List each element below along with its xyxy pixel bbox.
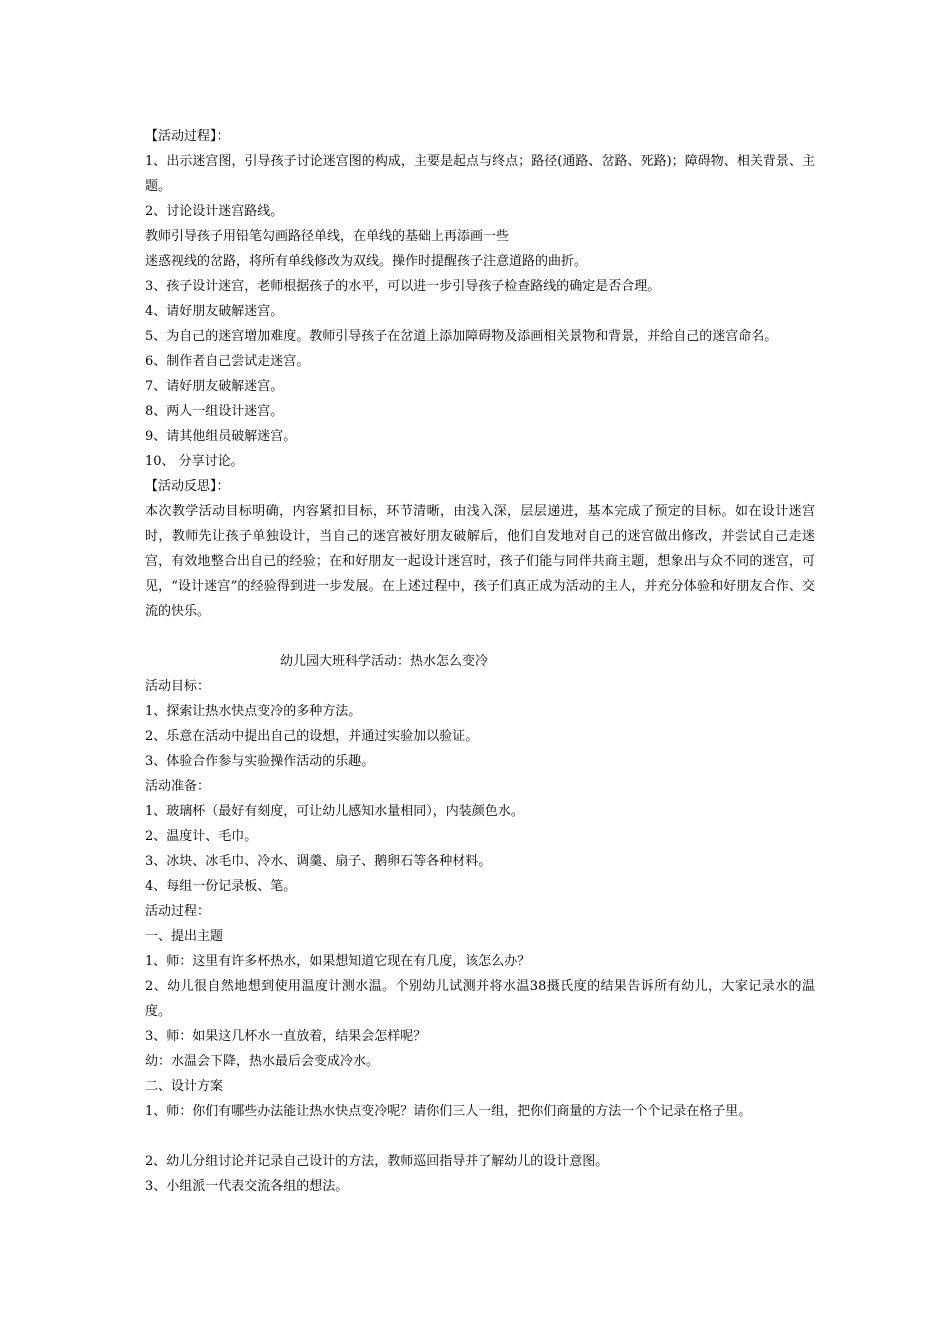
part2-item: 1、师：你们有哪些办法能让热水快点变冷呢？请你们三人一组，把你们商量的方法一个个记录在格子里。 (145, 1104, 752, 1119)
process-step-6: 6、制作者自己尝试走迷宫。 (145, 354, 310, 369)
activity-process-heading: 活动过程： (145, 904, 211, 919)
goal-item: 2、乐意在活动中提出自己的设想，并通过实验加以验证。 (145, 729, 479, 744)
prep-item: 2、温度计、毛巾。 (145, 829, 258, 844)
process-step-2-detail-a: 教师引导孩子用铅笔勾画路径单线，在单线的基础上再添画一些 (145, 229, 510, 244)
part1-item: 3、师：如果这几杯水一直放着，结果会怎样呢？ (145, 1029, 427, 1044)
process-step-7: 7、请好朋友破解迷宫。 (145, 379, 284, 394)
process-step-3: 3、孩子设计迷宫，老师根据孩子的水平，可以进一步引导孩子检查路线的确定是否合理。 (145, 279, 661, 294)
reflection-body: 本次教学活动目标明确，内容紧扣目标，环节清晰，由浅入深，层层递进，基本完成了预定的目标。如在设计迷宫时，教师先让孩子单独设计，当自己的迷宫被好朋友破解后，他们自发地对自己的迷宫做出修改，并尝试自己走迷宫，有效地整合出自己的经验；在和好朋友一起设计迷宫时，孩子们能与同伴共商主题，想象出与众不同的迷宫，可见，“设计迷宫”的经验得到进一步发展。在上述过程中，孩子们真正成为活动的主人，并充分体验和好朋友合作、交流的快乐。 (145, 504, 815, 619)
article-title: 幼儿园大班科学活动：热水怎么变冷 (280, 654, 489, 669)
prep-heading: 活动准备： (145, 779, 211, 794)
part1-item: 2、幼儿很自然地想到使用温度计测水温。个别幼儿试测并将水温38摄氏度的结果告诉所有幼儿，大家记录水的温度。 (145, 979, 815, 1019)
process-step-2: 2、讨论设计迷宫路线。 (145, 204, 284, 219)
document-page (145, 124, 815, 1199)
process-step-8: 8、两人一组设计迷宫。 (145, 404, 284, 419)
process-step-9: 9、请其他组员破解迷宫。 (145, 429, 297, 444)
section-gap (145, 624, 815, 649)
part1-item: 幼：水温会下降，热水最后会变成冷水。 (145, 1054, 380, 1069)
reflection-heading: 【活动反思】： (145, 479, 230, 494)
goal-item: 1、探索让热水快点变冷的多种方法。 (145, 704, 362, 719)
part2-item: 2、幼儿分组讨论并记录自己设计的方法，教师巡回指导并了解幼儿的设计意图。 (145, 1154, 609, 1169)
prep-item: 4、每组一份记录板、笔。 (145, 879, 297, 894)
part2-item: 3、小组派一代表交流各组的想法。 (145, 1179, 349, 1194)
process-step-2-detail-b: 迷惑视线的岔路，将所有单线修改为双线。操作时提醒孩子注意道路的曲折。 (145, 254, 588, 269)
paragraph-gap (145, 1124, 815, 1149)
part2-heading: 二、设计方案 (145, 1079, 224, 1094)
part1-heading: 一、提出主题 (145, 929, 224, 944)
process-step-10: 10、 分享讨论。 (145, 454, 244, 469)
goal-item: 3、体验合作参与实验操作活动的乐趣。 (145, 754, 375, 769)
prep-item: 1、玻璃杯（最好有刻度，可让幼儿感知水量相同），内装颜色水。 (145, 804, 524, 819)
process-heading: 【活动过程】： (145, 129, 230, 144)
prep-item: 3、冰块、冰毛巾、冷水、调羹、扇子、鹅卵石等各种材料。 (145, 854, 492, 869)
part1-item: 1、师：这里有许多杯热水，如果想知道它现在有几度，该怎么办？ (145, 954, 531, 969)
goals-heading: 活动目标： (145, 679, 211, 694)
process-step-4: 4、请好朋友破解迷宫。 (145, 304, 284, 319)
process-step-5: 5、为自己的迷宫增加难度。教师引导孩子在岔道上添加障碍物及添画相关景物和背景，并给自己的迷宫命名。 (145, 329, 778, 344)
process-step-1: 1、出示迷宫图，引导孩子讨论迷宫图的构成，主要是起点与终点；路径(通路、岔路、死路)；障碍物、相关背景、主题。 (145, 154, 815, 194)
